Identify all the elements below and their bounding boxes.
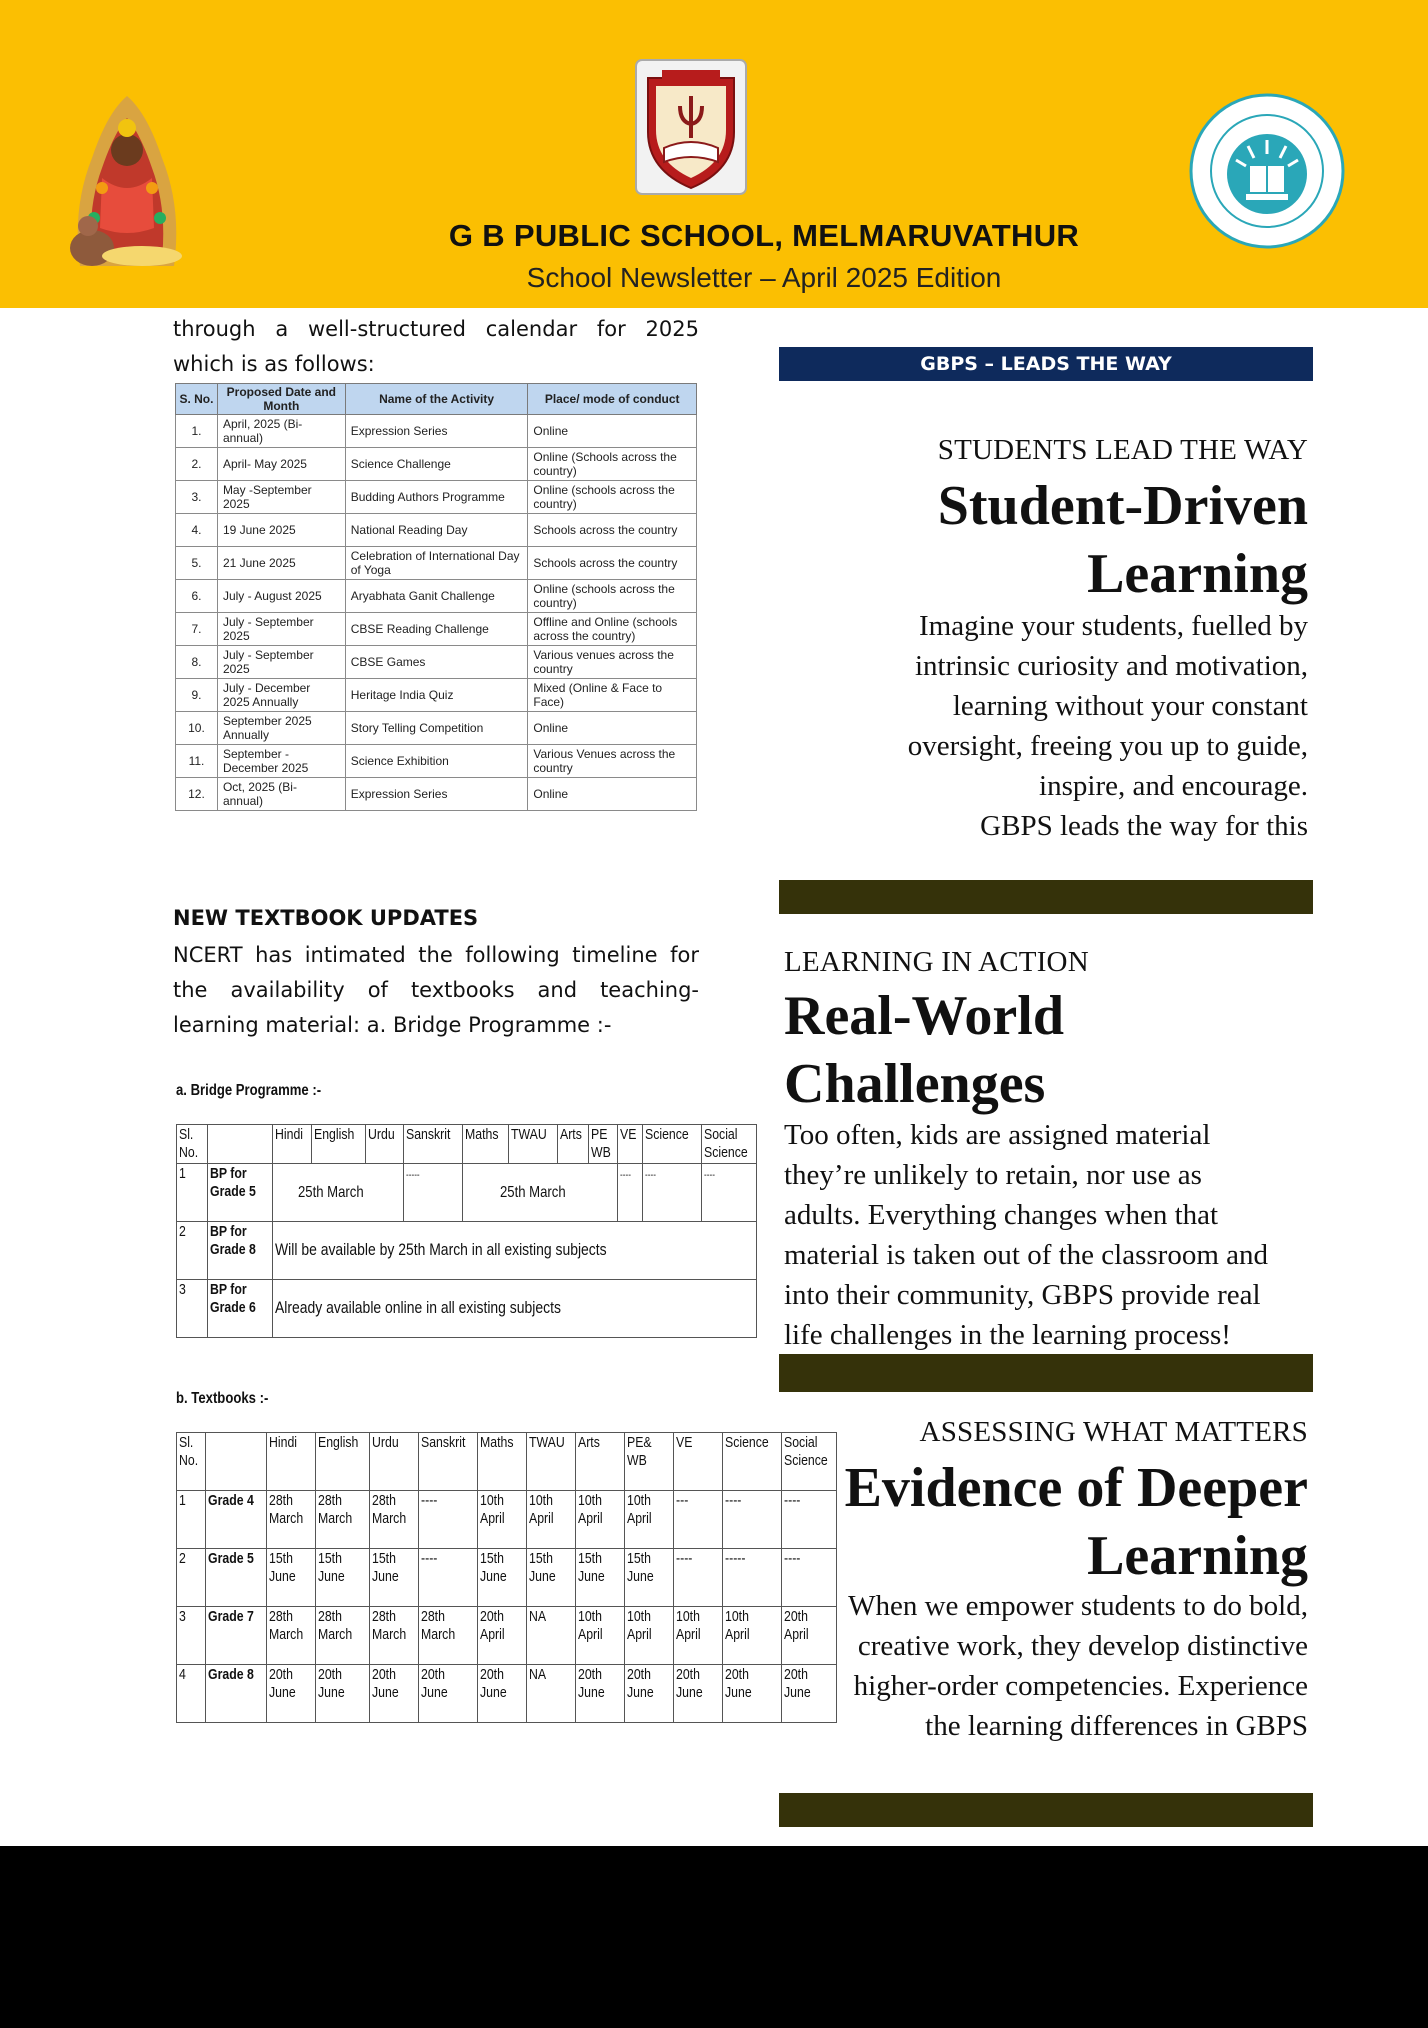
table-cell: 20th June	[625, 1665, 674, 1723]
section-divider-bar	[779, 880, 1313, 914]
ncert-line-3: learning material: a. Bridge Programme :-	[173, 1013, 612, 1037]
ncert-paragraph	[173, 938, 699, 1043]
table-cell: Will be available by 25th March in all existing subjects	[273, 1222, 757, 1280]
table-cell: ----	[419, 1491, 478, 1549]
ncert-line-1: NCERT has intimated the following timeline for	[173, 943, 699, 967]
table-header-cell: Maths	[463, 1125, 509, 1164]
table-cell: Online (schools across the country)	[528, 580, 697, 613]
table-cell: ---	[674, 1491, 723, 1549]
intro-line-1: through a well-structured calendar for 2025	[173, 317, 699, 341]
table-header-cell: Social Science	[781, 1433, 836, 1491]
textbooks-caption: b. Textbooks :-	[176, 1390, 269, 1407]
section1-line: inspire, and encourage.	[1039, 770, 1308, 802]
table-header-row	[177, 1433, 837, 1491]
table-header-cell: Hindi	[266, 1433, 315, 1491]
section2-line: life challenges in the learning process!	[784, 1319, 1231, 1351]
table-cell: May -September 2025	[217, 481, 345, 514]
table-cell: ----	[618, 1164, 643, 1222]
table-cell: 10.	[176, 712, 218, 745]
section1-kicker: STUDENTS LEAD THE WAY	[937, 434, 1308, 466]
textbooks-table	[176, 1432, 837, 1723]
table-cell: Already available online in all existing subjects	[273, 1280, 757, 1338]
table-cell: July - August 2025	[217, 580, 345, 613]
table-cell: Various venues across the country	[528, 646, 697, 679]
table-row	[177, 1280, 757, 1338]
table-row	[177, 1491, 837, 1549]
table-header-cell: PE& WB	[625, 1433, 674, 1491]
table-cell: April- May 2025	[217, 448, 345, 481]
table-header-cell: Arts	[576, 1433, 625, 1491]
section2-line: they’re unlikely to retain, nor use as	[784, 1159, 1202, 1191]
table-cell: 15th June	[625, 1549, 674, 1607]
table-header-cell: VE	[618, 1125, 643, 1164]
table-header-cell: Science	[643, 1125, 701, 1164]
table-row	[176, 448, 697, 481]
table-cell: BP for Grade 8	[208, 1222, 273, 1280]
table-cell: Science Challenge	[345, 448, 528, 481]
table-cell: 10th April	[576, 1491, 625, 1549]
intro-line-2: which is as follows:	[173, 352, 375, 376]
table-cell: 28th March	[370, 1607, 419, 1665]
newsletter-header	[0, 0, 1428, 308]
table-header-cell: Social Science	[701, 1125, 756, 1164]
table-cell: 7.	[176, 613, 218, 646]
table-cell: 8.	[176, 646, 218, 679]
table-cell: Schools across the country	[528, 547, 697, 580]
table-cell: 15th June	[478, 1549, 527, 1607]
table-cell: 28th March	[315, 1607, 369, 1665]
bridge-programme-table	[176, 1124, 757, 1338]
table-row	[176, 778, 697, 811]
table-cell: NA	[527, 1607, 576, 1665]
table-cell: 10th April	[478, 1491, 527, 1549]
table-cell: BP for Grade 5	[208, 1164, 273, 1222]
table-cell: 25th March	[463, 1164, 618, 1222]
table-header-cell: Sl. No.	[177, 1433, 206, 1491]
newsletter-edition: School Newsletter – April 2025 Edition	[526, 262, 1002, 293]
table-header-cell: Urdu	[370, 1433, 419, 1491]
section1-line: GBPS leads the way for this	[980, 810, 1308, 842]
section2-headline-2: Challenges	[784, 1053, 1046, 1115]
section3-line: higher-order competencies. Experience	[853, 1670, 1308, 1702]
table-header-cell: S. No.	[176, 384, 218, 415]
table-cell: Grade 7	[206, 1607, 267, 1665]
table-cell: ----	[781, 1491, 836, 1549]
table-row	[177, 1164, 757, 1222]
table-cell: 20th June	[370, 1665, 419, 1723]
table-cell: April, 2025 (Bi- annual)	[217, 415, 345, 448]
table-cell: CBSE Games	[345, 646, 528, 679]
table-cell: 15th June	[266, 1549, 315, 1607]
table-cell: Online	[528, 415, 697, 448]
table-header-cell: Sl. No.	[177, 1125, 208, 1164]
table-header-cell: Name of the Activity	[345, 384, 528, 415]
table-cell: ----	[643, 1164, 701, 1222]
section3-headline-1: Evidence of Deeper	[844, 1457, 1308, 1519]
table-header-cell: PE WB	[589, 1125, 618, 1164]
table-cell: 20th June	[266, 1665, 315, 1723]
section2-line: material is taken out of the classroom and	[784, 1239, 1268, 1271]
table-cell: 11.	[176, 745, 218, 778]
table-row	[176, 514, 697, 547]
table-cell: 15th June	[315, 1549, 369, 1607]
table-cell: 10th April	[723, 1607, 781, 1665]
section1-line: oversight, freeing you up to guide,	[907, 730, 1308, 762]
table-header-cell: English	[312, 1125, 366, 1164]
table-cell: ----	[674, 1549, 723, 1607]
table-cell: 28th March	[266, 1607, 315, 1665]
table-cell: 20th June	[419, 1665, 478, 1723]
table-cell: 6.	[176, 580, 218, 613]
section-divider-bar	[779, 1354, 1313, 1392]
table-row	[176, 613, 697, 646]
table-cell: 10th April	[625, 1491, 674, 1549]
table-cell: 20th June	[315, 1665, 369, 1723]
table-cell: September 2025 Annually	[217, 712, 345, 745]
section2-line: into their community, GBPS provide real	[784, 1279, 1261, 1311]
table-cell: 28th March	[419, 1607, 478, 1665]
table-cell: Expression Series	[345, 415, 528, 448]
school-name: G B PUBLIC SCHOOL, MELMARUVATHUR	[448, 218, 1080, 253]
table-header-cell: TWAU	[508, 1125, 557, 1164]
table-cell: 2.	[176, 448, 218, 481]
table-cell: Grade 8	[206, 1665, 267, 1723]
table-cell: 28th March	[266, 1491, 315, 1549]
table-row	[176, 646, 697, 679]
section2-kicker: LEARNING IN ACTION	[784, 946, 1089, 978]
table-row	[176, 481, 697, 514]
table-header-cell: Sanskrit	[419, 1433, 478, 1491]
table-cell: BP for Grade 6	[208, 1280, 273, 1338]
section1-line: learning without your constant	[952, 690, 1308, 722]
table-cell: 25th March	[273, 1164, 404, 1222]
table-cell: Various Venues across the country	[528, 745, 697, 778]
table-row	[177, 1665, 837, 1723]
leads-the-way-banner: GBPS – LEADS THE WAY	[779, 347, 1313, 381]
table-row	[176, 679, 697, 712]
table-cell: Oct, 2025 (Bi- annual)	[217, 778, 345, 811]
section1-body	[768, 606, 1308, 846]
table-cell: 28th March	[370, 1491, 419, 1549]
section2-line: Too often, kids are assigned material	[784, 1119, 1211, 1151]
table-cell: 10th April	[576, 1607, 625, 1665]
table-cell: Science Exhibition	[345, 745, 528, 778]
table-cell: September - December 2025	[217, 745, 345, 778]
table-row	[177, 1607, 837, 1665]
table-row	[176, 745, 697, 778]
table-row	[177, 1222, 757, 1280]
table-header-cell	[208, 1125, 273, 1164]
table-cell: 5.	[176, 547, 218, 580]
table-cell: ----	[781, 1549, 836, 1607]
table-cell: NA	[527, 1665, 576, 1723]
section1-headline-1: Student-Driven	[937, 475, 1308, 537]
table-cell: 20th June	[781, 1665, 836, 1723]
section3-kicker: ASSESSING WHAT MATTERS	[919, 1416, 1308, 1448]
table-cell: 10th April	[625, 1607, 674, 1665]
section3-line: creative work, they develop distinctive	[857, 1630, 1308, 1662]
table-cell: 3.	[176, 481, 218, 514]
intro-paragraph	[173, 312, 699, 382]
table-header-cell: Proposed Date and Month	[217, 384, 345, 415]
table-header-row	[177, 1125, 757, 1164]
table-header-cell: Hindi	[273, 1125, 312, 1164]
section3-line: the learning differences in GBPS	[925, 1710, 1308, 1742]
table-header-cell: TWAU	[527, 1433, 576, 1491]
table-cell: Schools across the country	[528, 514, 697, 547]
table-cell: -----	[403, 1164, 462, 1222]
table-cell: July - September 2025	[217, 613, 345, 646]
table-cell: 9.	[176, 679, 218, 712]
table-cell: Mixed (Online & Face to Face)	[528, 679, 697, 712]
table-cell: 2	[177, 1549, 206, 1607]
table-cell: 20th June	[478, 1665, 527, 1723]
table-header-cell: Sanskrit	[403, 1125, 462, 1164]
table-row	[176, 547, 697, 580]
table-header-cell: Maths	[478, 1433, 527, 1491]
section1-line: Imagine your students, fuelled by	[919, 610, 1308, 642]
section2-headline-1: Real-World	[784, 985, 1064, 1047]
section3-body	[768, 1586, 1308, 1746]
table-cell: 20th June	[674, 1665, 723, 1723]
table-header-cell	[206, 1433, 267, 1491]
table-cell: 15th June	[576, 1549, 625, 1607]
table-cell: Offline and Online (schools across the country)	[528, 613, 697, 646]
table-cell: 3	[177, 1607, 206, 1665]
table-cell: 20th June	[723, 1665, 781, 1723]
table-cell: -----	[723, 1549, 781, 1607]
table-cell: Celebration of International Day of Yoga	[345, 547, 528, 580]
table-cell: 1	[177, 1491, 206, 1549]
table-cell: Heritage India Quiz	[345, 679, 528, 712]
table-row	[176, 712, 697, 745]
table-cell: 19 June 2025	[217, 514, 345, 547]
table-header-cell: Science	[723, 1433, 781, 1491]
table-cell: CBSE Reading Challenge	[345, 613, 528, 646]
table-cell: 10th April	[527, 1491, 576, 1549]
table-row	[176, 415, 697, 448]
section2-body	[784, 1115, 1324, 1355]
section2-line: adults. Everything changes when that	[784, 1199, 1219, 1231]
table-cell: 20th April	[478, 1607, 527, 1665]
school-crest-logo	[628, 52, 754, 202]
table-cell: 12.	[176, 778, 218, 811]
table-header-cell: English	[315, 1433, 369, 1491]
table-row	[177, 1549, 837, 1607]
table-header-cell: Arts	[557, 1125, 589, 1164]
table-header-cell: Place/ mode of conduct	[528, 384, 697, 415]
table-cell: National Reading Day	[345, 514, 528, 547]
section1-headline-2: Learning	[1087, 543, 1308, 605]
table-cell: 20th June	[576, 1665, 625, 1723]
table-cell: 4	[177, 1665, 206, 1723]
table-cell: ----	[419, 1549, 478, 1607]
table-header-row	[176, 384, 697, 415]
table-cell: Online	[528, 712, 697, 745]
table-cell: Aryabhata Ganit Challenge	[345, 580, 528, 613]
section-divider-bar	[779, 1793, 1313, 1827]
table-cell: 1	[177, 1164, 208, 1222]
table-cell: 15th June	[527, 1549, 576, 1607]
table-cell: July - September 2025	[217, 646, 345, 679]
table-cell: Budding Authors Programme	[345, 481, 528, 514]
table-cell: 4.	[176, 514, 218, 547]
table-cell: 20th April	[781, 1607, 836, 1665]
table-cell: 21 June 2025	[217, 547, 345, 580]
table-cell: ----	[701, 1164, 756, 1222]
table-cell: Expression Series	[345, 778, 528, 811]
bridge-programme-caption: a. Bridge Programme :-	[176, 1082, 322, 1099]
table-cell: 2	[177, 1222, 208, 1280]
section3-line: When we empower students to do bold,	[848, 1590, 1308, 1622]
table-cell: 10th April	[674, 1607, 723, 1665]
section1-line: intrinsic curiosity and motivation,	[914, 650, 1308, 682]
table-cell: 3	[177, 1280, 208, 1338]
table-cell: July - December 2025 Annually	[217, 679, 345, 712]
table-cell: 15th June	[370, 1549, 419, 1607]
table-cell: Grade 5	[206, 1549, 267, 1607]
table-header-cell: VE	[674, 1433, 723, 1491]
table-cell: Online	[528, 778, 697, 811]
section3-headline-2: Learning	[1087, 1525, 1308, 1587]
page-footer-band	[0, 1846, 1428, 2028]
table-cell: 28th March	[315, 1491, 369, 1549]
table-cell: Online (Schools across the country)	[528, 448, 697, 481]
table-row	[176, 580, 697, 613]
table-cell: ----	[723, 1491, 781, 1549]
table-cell: Online (schools across the country)	[528, 481, 697, 514]
table-cell: Grade 4	[206, 1491, 267, 1549]
table-header-cell: Urdu	[366, 1125, 404, 1164]
activity-calendar-table	[175, 383, 697, 811]
table-cell: 1.	[176, 415, 218, 448]
table-cell: Story Telling Competition	[345, 712, 528, 745]
ncert-line-2: the availability of textbooks and teaching-	[173, 978, 699, 1002]
textbook-updates-heading: NEW TEXTBOOK UPDATES	[173, 906, 479, 930]
